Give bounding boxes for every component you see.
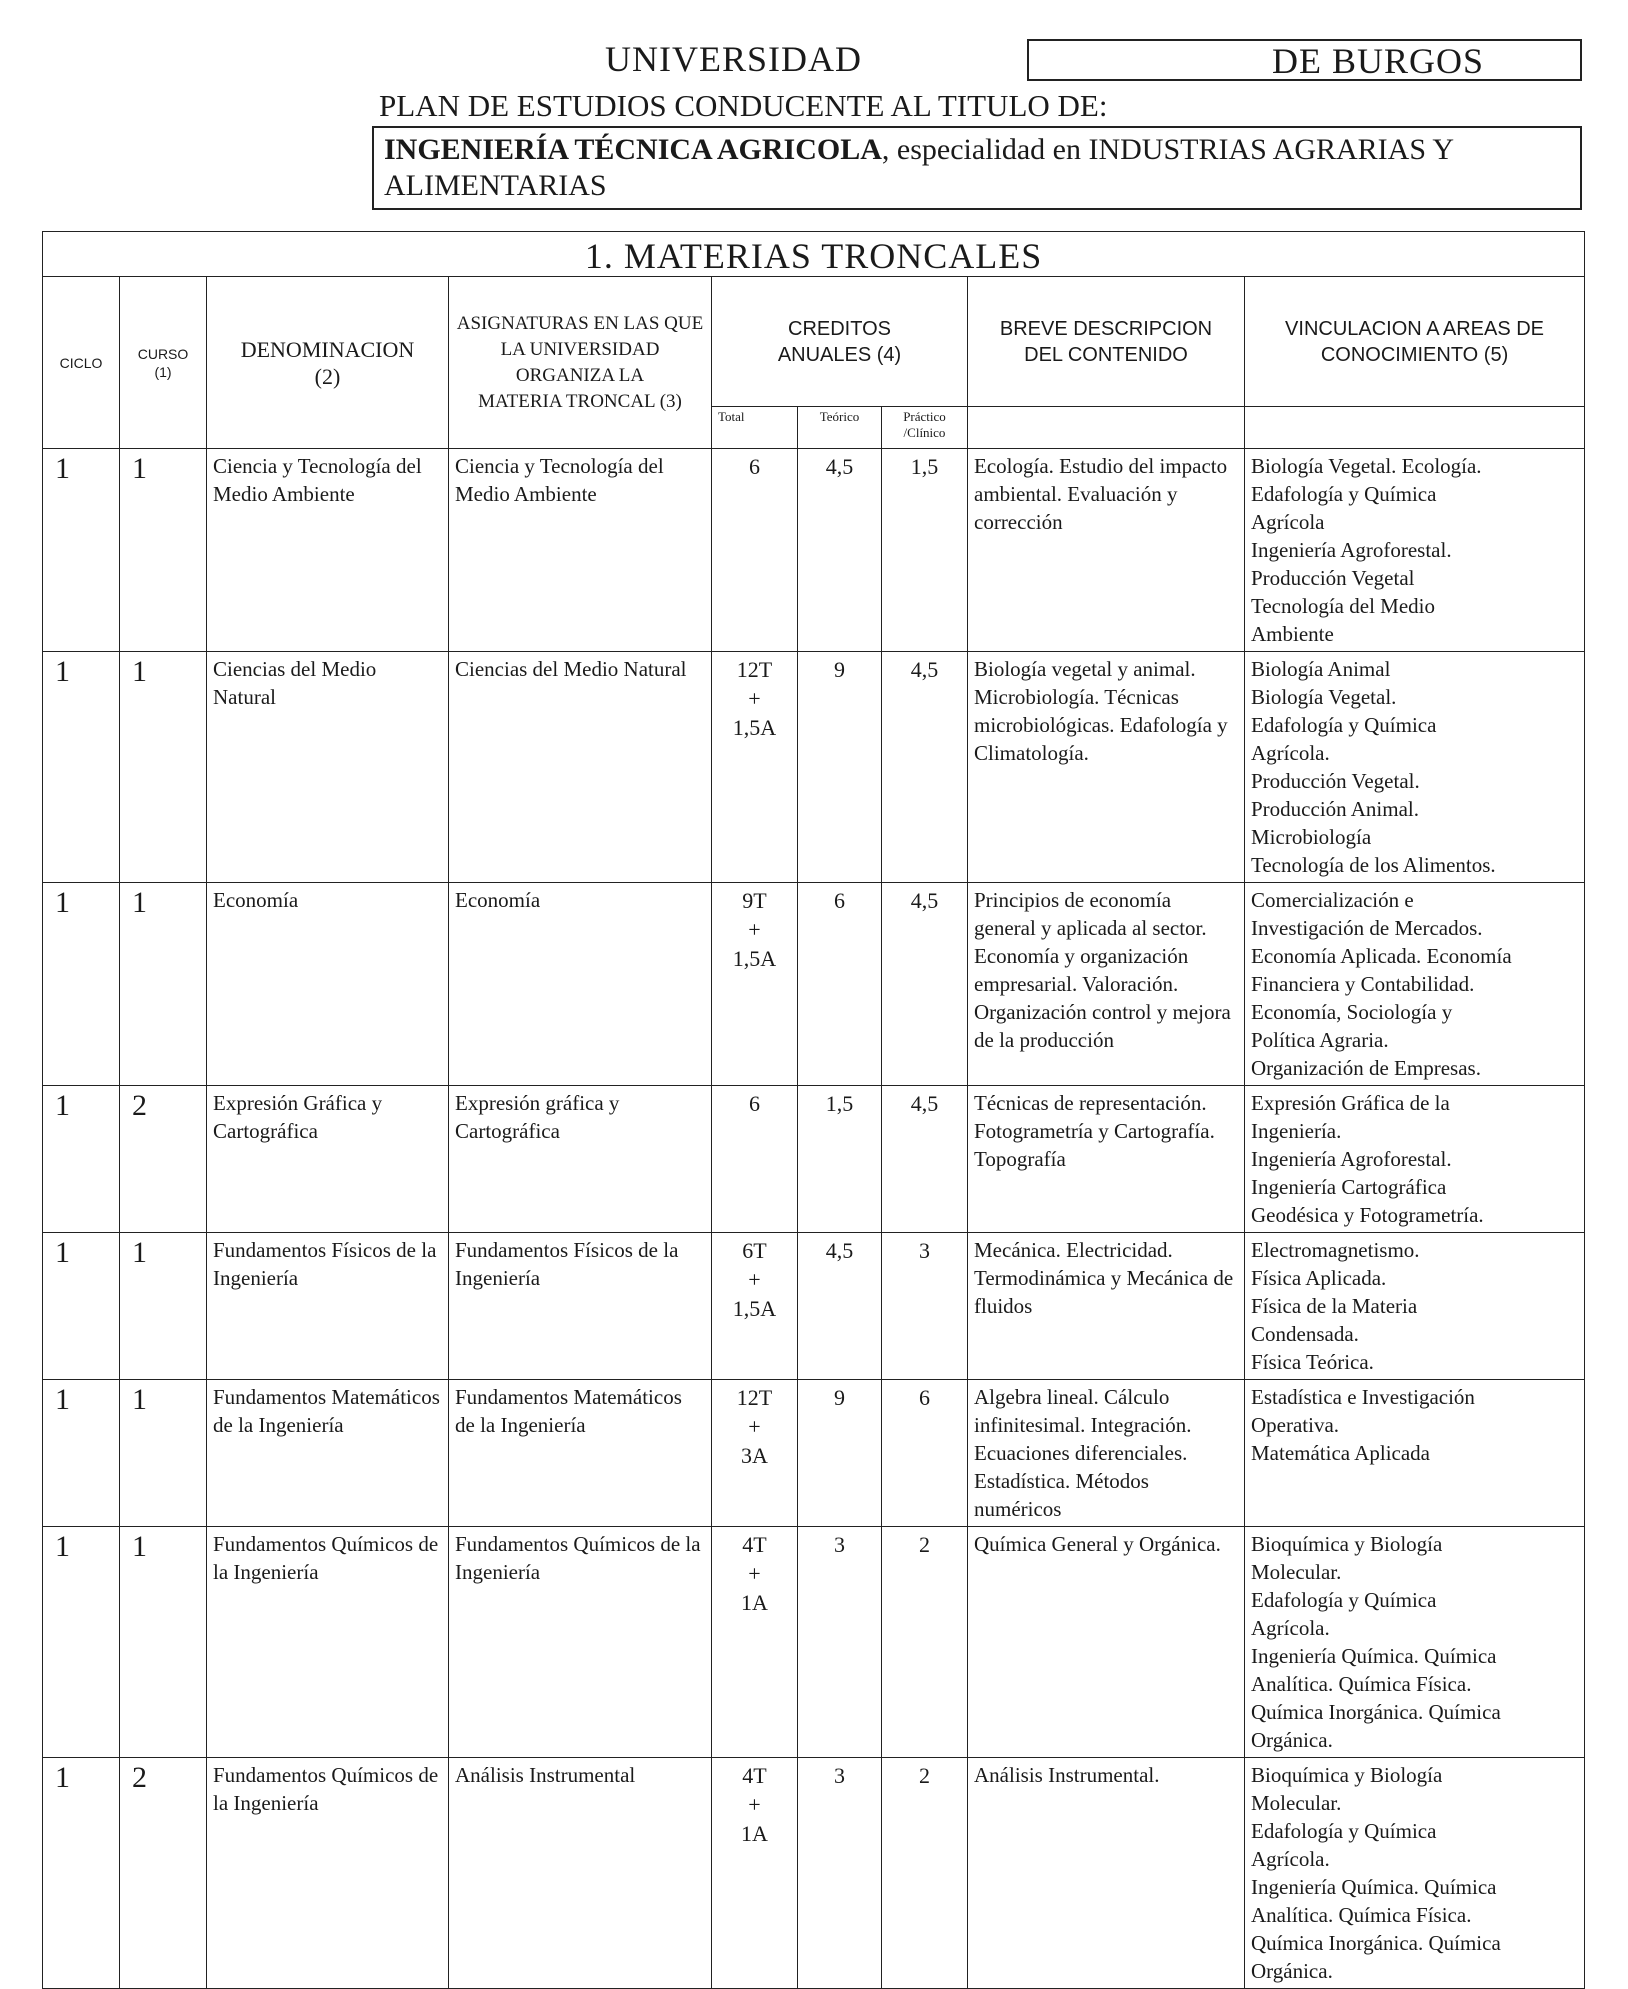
header-vinculacion-spacer: [1245, 407, 1585, 449]
vinculacion-line: Molecular.: [1251, 1560, 1342, 1584]
degree-title-bold: INGENIERÍA TÉCNICA AGRICOLA: [384, 133, 882, 166]
ciclo-cell: 1: [43, 1380, 120, 1527]
ciclo-cell: 1: [43, 1233, 120, 1380]
header-asignaturas-label: ASIGNATURAS EN LAS QUE LA UNIVERSIDAD ORGANIZA LA: [456, 312, 704, 386]
total-credits-cell: [712, 1233, 798, 1380]
vinculacion-cell: [1245, 1758, 1585, 1989]
vinculacion-line: Biología Vegetal.: [1251, 685, 1397, 709]
header-creditos: CREDITOS ANUALES (4): [712, 277, 968, 407]
total-credits-part: 6: [749, 1091, 760, 1116]
total-credits-cell: [712, 449, 798, 652]
total-credits-part: +: [748, 1792, 761, 1817]
vinculacion-cell: [1245, 652, 1585, 883]
total-credits-part: +: [748, 1414, 761, 1439]
header-denominacion-note: (2): [314, 363, 341, 389]
vinculacion-cell: [1245, 1233, 1585, 1380]
table-row: [43, 1233, 1585, 1380]
vinculacion-line: Tecnología del Medio: [1251, 594, 1435, 618]
denominacion-cell: Fundamentos Químicos de la Ingeniería: [207, 1527, 449, 1758]
total-credits-part: 6: [749, 454, 760, 479]
total-credits-cell: [712, 1758, 798, 1989]
teorico-credits-cell: 4,5: [798, 1233, 882, 1380]
asignatura-cell: Fundamentos Matemáticos de la Ingeniería: [449, 1380, 712, 1527]
vinculacion-line: Agrícola.: [1251, 1847, 1330, 1871]
curso-cell: 2: [120, 1086, 207, 1233]
total-credits-part: 9T: [742, 888, 767, 913]
curso-cell: 2: [120, 1758, 207, 1989]
header-teorico: Teórico: [798, 407, 882, 449]
vinculacion-line: Política Agraria.: [1251, 1028, 1389, 1052]
total-credits-cell: [712, 1086, 798, 1233]
vinculacion-line: Investigación de Mercados.: [1251, 916, 1483, 940]
total-credits-part: 1,5A: [732, 1296, 777, 1321]
university-name: DE BURGOS: [1272, 41, 1485, 81]
curso-cell: 1: [120, 652, 207, 883]
asignatura-cell: Ciencias del Medio Natural: [449, 652, 712, 883]
table-body: [43, 449, 1585, 1989]
vinculacion-line: Analítica. Química Física.: [1251, 1672, 1472, 1696]
practico-credits-cell: 4,5: [882, 1086, 968, 1233]
total-credits-cell: [712, 1527, 798, 1758]
teorico-credits-cell: 9: [798, 652, 882, 883]
vinculacion-line: Ingeniería Química. Química: [1251, 1644, 1497, 1668]
teorico-credits-cell: 9: [798, 1380, 882, 1527]
header-asignaturas-tail: MATERIA TRONCAL (3): [478, 390, 682, 412]
asignatura-cell: Expresión gráfica y Cartográfica: [449, 1086, 712, 1233]
table-row: [43, 449, 1585, 652]
ciclo-cell: 1: [43, 652, 120, 883]
header-asignaturas: [449, 277, 712, 449]
vinculacion-line: Ingeniería Agroforestal.: [1251, 538, 1452, 562]
vinculacion-cell: [1245, 1380, 1585, 1527]
total-credits-part: 1,5A: [732, 715, 777, 740]
vinculacion-line: Comercialización e: [1251, 888, 1414, 912]
vinculacion-line: Operativa.: [1251, 1413, 1340, 1437]
asignatura-cell: Fundamentos Físicos de la Ingeniería: [449, 1233, 712, 1380]
total-credits-cell: [712, 883, 798, 1086]
university-label: UNIVERSIDAD: [605, 39, 862, 79]
vinculacion-line: Química Inorgánica. Química: [1251, 1931, 1501, 1955]
vinculacion-line: Condensada.: [1251, 1322, 1359, 1346]
asignatura-cell: Fundamentos Químicos de la Ingeniería: [449, 1527, 712, 1758]
ciclo-cell: 1: [43, 1527, 120, 1758]
descripcion-cell: Ecología. Estudio del impacto ambiental. Evaluación y corrección: [968, 449, 1245, 652]
header-denominacion: [207, 277, 449, 449]
materias-troncales-table: [42, 231, 1585, 1989]
vinculacion-line: Agrícola.: [1251, 1616, 1330, 1640]
vinculacion-line: Bioquímica y Biología: [1251, 1763, 1443, 1787]
total-credits-part: 3A: [741, 1443, 768, 1468]
header-total: Total: [712, 407, 798, 449]
header-vinculacion: VINCULACION A AREAS DE CONOCIMIENTO (5): [1245, 277, 1585, 407]
descripcion-cell: Mecánica. Electricidad. Termodinámica y Mecánica de fluidos: [968, 1233, 1245, 1380]
vinculacion-line: Financiera y Contabilidad.: [1251, 972, 1475, 996]
table-row: [43, 1527, 1585, 1758]
vinculacion-line: Edafología y Química: [1251, 1588, 1437, 1612]
denominacion-cell: Fundamentos Físicos de la Ingeniería: [207, 1233, 449, 1380]
total-credits-part: 1A: [741, 1821, 768, 1846]
vinculacion-line: Matemática Aplicada: [1251, 1441, 1431, 1465]
vinculacion-line: Producción Vegetal: [1251, 566, 1415, 590]
practico-credits-cell: 4,5: [882, 652, 968, 883]
header-ciclo: CICLO: [43, 277, 120, 449]
header-curso-label: CURSO: [137, 345, 189, 362]
teorico-credits-cell: 1,5: [798, 1086, 882, 1233]
asignatura-cell: Ciencia y Tecnología del Medio Ambiente: [449, 449, 712, 652]
vinculacion-line: Geodésica y Fotogrametría.: [1251, 1203, 1484, 1227]
table-row: [43, 1380, 1585, 1527]
vinculacion-cell: [1245, 449, 1585, 652]
total-credits-part: +: [748, 917, 761, 942]
descripcion-cell: Química General y Orgánica.: [968, 1527, 1245, 1758]
header-denominacion-label: DENOMINACION: [240, 336, 415, 362]
vinculacion-line: Edafología y Química: [1251, 482, 1437, 506]
ciclo-cell: 1: [43, 883, 120, 1086]
descripcion-cell: Biología vegetal y animal. Microbiología. Técnicas microbiológicas. Edafología y Climatología.: [968, 652, 1245, 883]
total-credits-part: +: [748, 1267, 761, 1292]
vinculacion-line: Ingeniería Agroforestal.: [1251, 1147, 1452, 1171]
vinculacion-line: Química Inorgánica. Química: [1251, 1700, 1501, 1724]
denominacion-cell: Fundamentos Químicos de la Ingeniería: [207, 1758, 449, 1989]
practico-credits-cell: 2: [882, 1758, 968, 1989]
total-credits-cell: [712, 1380, 798, 1527]
vinculacion-line: Agrícola.: [1251, 741, 1330, 765]
vinculacion-line: Molecular.: [1251, 1791, 1342, 1815]
total-credits-part: 12T: [736, 1385, 773, 1410]
total-credits-part: 1A: [741, 1590, 768, 1615]
teorico-credits-cell: 4,5: [798, 449, 882, 652]
vinculacion-line: Ambiente: [1251, 622, 1334, 646]
denominacion-cell: Fundamentos Matemáticos de la Ingeniería: [207, 1380, 449, 1527]
asignatura-cell: Economía: [449, 883, 712, 1086]
curso-cell: 1: [120, 1380, 207, 1527]
table-row: [43, 1758, 1585, 1989]
vinculacion-line: Física Aplicada.: [1251, 1266, 1387, 1290]
teorico-credits-cell: 3: [798, 1758, 882, 1989]
plan-label: PLAN DE ESTUDIOS CONDUCENTE AL TITULO DE:: [379, 88, 1108, 123]
vinculacion-line: Expresión Gráfica de la: [1251, 1091, 1450, 1115]
descripcion-cell: Análisis Instrumental.: [968, 1758, 1245, 1989]
denominacion-cell: Economía: [207, 883, 449, 1086]
vinculacion-cell: [1245, 1527, 1585, 1758]
denominacion-cell: Ciencia y Tecnología del Medio Ambiente: [207, 449, 449, 652]
header-descripcion: BREVE DESCRIPCION DEL CONTENIDO: [968, 277, 1245, 407]
teorico-credits-cell: 6: [798, 883, 882, 1086]
vinculacion-cell: [1245, 883, 1585, 1086]
denominacion-cell: Expresión Gráfica y Cartográfica: [207, 1086, 449, 1233]
vinculacion-line: Producción Animal.: [1251, 797, 1419, 821]
vinculacion-line: Ingeniería Cartográfica: [1251, 1175, 1447, 1199]
section-title: 1. MATERIAS TRONCALES: [43, 232, 1585, 277]
vinculacion-line: Microbiología: [1251, 825, 1372, 849]
total-credits-part: 1,5A: [732, 946, 777, 971]
curso-cell: 1: [120, 1527, 207, 1758]
header-curso: [120, 277, 207, 449]
descripcion-cell: Algebra lineal. Cálculo infinitesimal. Integración. Ecuaciones diferenciales. Estadística. Métodos numéricos: [968, 1380, 1245, 1527]
practico-credits-cell: 1,5: [882, 449, 968, 652]
vinculacion-line: Bioquímica y Biología: [1251, 1532, 1443, 1556]
vinculacion-line: Electromagnetismo.: [1251, 1238, 1420, 1262]
vinculacion-line: Física de la Materia: [1251, 1294, 1418, 1318]
ciclo-cell: 1: [43, 1758, 120, 1989]
total-credits-part: 12T: [736, 657, 773, 682]
descripcion-cell: Técnicas de representación. Fotogrametría y Cartografía. Topografía: [968, 1086, 1245, 1233]
degree-title-box: [372, 126, 1582, 210]
vinculacion-line: Física Teórica.: [1251, 1350, 1374, 1374]
table-row: [43, 883, 1585, 1086]
vinculacion-line: Producción Vegetal.: [1251, 769, 1420, 793]
ciclo-cell: 1: [43, 1086, 120, 1233]
vinculacion-cell: [1245, 1086, 1585, 1233]
vinculacion-line: Estadística e Investigación: [1251, 1385, 1475, 1409]
descripcion-cell: Principios de economía general y aplicada al sector. Economía y organización empresarial. Valoración. Organización control y mejora de la producción: [968, 883, 1245, 1086]
total-credits-cell: [712, 652, 798, 883]
teorico-credits-cell: 3: [798, 1527, 882, 1758]
practico-credits-cell: 3: [882, 1233, 968, 1380]
curso-cell: 1: [120, 449, 207, 652]
table-row: [43, 1086, 1585, 1233]
total-credits-part: +: [748, 686, 761, 711]
denominacion-cell: Ciencias del Medio Natural: [207, 652, 449, 883]
vinculacion-line: Economía Aplicada. Economía: [1251, 944, 1512, 968]
practico-credits-cell: 2: [882, 1527, 968, 1758]
curso-cell: 1: [120, 1233, 207, 1380]
practico-credits-cell: 6: [882, 1380, 968, 1527]
total-credits-part: 4T: [742, 1763, 767, 1788]
vinculacion-line: Ingeniería.: [1251, 1119, 1342, 1143]
vinculacion-line: Orgánica.: [1251, 1959, 1333, 1983]
curso-cell: 1: [120, 883, 207, 1086]
vinculacion-line: Biología Vegetal. Ecología.: [1251, 454, 1482, 478]
header-practico: Práctico /Clínico: [882, 407, 968, 449]
vinculacion-line: Ingeniería Química. Química: [1251, 1875, 1497, 1899]
vinculacion-line: Agrícola: [1251, 510, 1325, 534]
table-row: [43, 652, 1585, 883]
total-credits-part: 4T: [742, 1532, 767, 1557]
total-credits-part: +: [748, 1561, 761, 1586]
degree-title-rest: , especialidad en INDUSTRIAS AGRARIAS Y ALIMENTARIAS: [384, 133, 1453, 202]
vinculacion-line: Orgánica.: [1251, 1728, 1333, 1752]
ciclo-cell: 1: [43, 449, 120, 652]
vinculacion-line: Economía, Sociología y: [1251, 1000, 1453, 1024]
total-credits-part: 6T: [742, 1238, 767, 1263]
practico-credits-cell: 4,5: [882, 883, 968, 1086]
vinculacion-line: Edafología y Química: [1251, 713, 1437, 737]
vinculacion-line: Analítica. Química Física.: [1251, 1903, 1472, 1927]
header-descripcion-spacer: [968, 407, 1245, 449]
vinculacion-line: Biología Animal: [1251, 657, 1391, 681]
asignatura-cell: Análisis Instrumental: [449, 1758, 712, 1989]
header-curso-note: (1): [154, 363, 172, 380]
vinculacion-line: Organización de Empresas.: [1251, 1056, 1481, 1080]
vinculacion-line: Edafología y Química: [1251, 1819, 1437, 1843]
vinculacion-line: Tecnología de los Alimentos.: [1251, 853, 1496, 877]
